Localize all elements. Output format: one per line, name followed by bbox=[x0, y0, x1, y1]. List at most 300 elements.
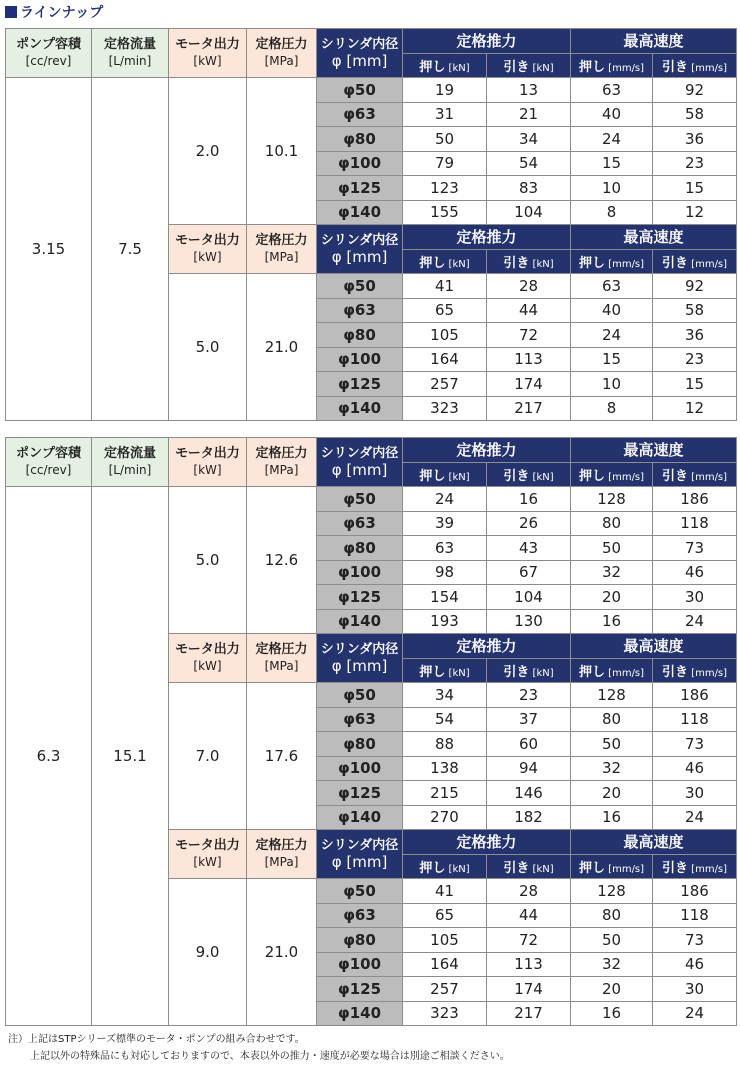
push-speed-cell: 16 bbox=[571, 1001, 653, 1026]
push-speed-header-unit: [mm/s] bbox=[605, 258, 645, 270]
pull-thrust-cell: 182 bbox=[487, 805, 571, 830]
push-thrust-header bbox=[403, 658, 487, 683]
pull-speed-header-label: 引き bbox=[661, 860, 688, 876]
pull-thrust-cell: 104 bbox=[487, 200, 571, 225]
push-speed-cell: 128 bbox=[571, 487, 653, 512]
rated-pressure-value: 21.0 bbox=[247, 274, 317, 421]
push-thrust-header-label: 押し bbox=[419, 860, 446, 876]
pull-thrust-header-label: 引き bbox=[503, 860, 530, 876]
pull-speed-header bbox=[653, 462, 737, 487]
pull-thrust-header bbox=[487, 53, 571, 78]
pull-thrust-cell: 37 bbox=[487, 707, 571, 732]
pull-thrust-cell: 21 bbox=[487, 102, 571, 127]
pull-thrust-header bbox=[487, 249, 571, 274]
pull-speed-cell: 12 bbox=[653, 200, 737, 225]
cylinder-bore-header bbox=[317, 830, 403, 879]
push-speed-header-unit: [mm/s] bbox=[605, 863, 645, 875]
section-title-text: ラインナップ bbox=[20, 5, 104, 21]
rated-thrust-header: 定格推力 bbox=[403, 634, 571, 659]
pull-thrust-cell: 113 bbox=[487, 952, 571, 977]
rated-pressure-header-label: 定格圧力 bbox=[255, 233, 308, 248]
pull-thrust-header-label: 引き bbox=[503, 664, 530, 680]
push-thrust-cell: 88 bbox=[403, 732, 487, 757]
max-speed-header: 最高速度 bbox=[571, 225, 737, 250]
motor-output-header-label: モータ出力 bbox=[175, 838, 240, 853]
pump-displacement-header-label: ポンプ容積 bbox=[15, 37, 81, 52]
push-thrust-cell: 54 bbox=[403, 707, 487, 732]
push-speed-cell: 40 bbox=[571, 298, 653, 323]
motor-output-header-unit: [kW] bbox=[193, 250, 222, 264]
motor-output-header-unit: [kW] bbox=[193, 463, 222, 477]
cylinder-bore-cell: φ125 bbox=[317, 977, 403, 1002]
push-speed-cell: 24 bbox=[571, 323, 653, 348]
pull-speed-header-unit: [mm/s] bbox=[688, 863, 728, 875]
push-thrust-cell: 105 bbox=[403, 928, 487, 953]
push-speed-cell: 40 bbox=[571, 102, 653, 127]
pull-thrust-cell: 13 bbox=[487, 78, 571, 103]
cylinder-bore-cell: φ63 bbox=[317, 298, 403, 323]
pull-speed-cell: 30 bbox=[653, 585, 737, 610]
push-thrust-header bbox=[403, 462, 487, 487]
pull-speed-cell: 73 bbox=[653, 732, 737, 757]
push-thrust-header-unit: [kN] bbox=[445, 667, 470, 679]
push-speed-header bbox=[571, 462, 653, 487]
push-thrust-header bbox=[403, 249, 487, 274]
lineup-table-2 bbox=[5, 437, 737, 1026]
pull-speed-cell: 36 bbox=[653, 323, 737, 348]
push-speed-cell: 8 bbox=[571, 200, 653, 225]
motor-output-header-unit: [kW] bbox=[193, 54, 222, 68]
push-thrust-cell: 105 bbox=[403, 323, 487, 348]
cylinder-bore-cell: φ140 bbox=[317, 396, 403, 421]
pull-thrust-cell: 67 bbox=[487, 560, 571, 585]
pull-thrust-cell: 174 bbox=[487, 372, 571, 397]
cylinder-bore-header bbox=[317, 29, 403, 78]
push-thrust-cell: 164 bbox=[403, 952, 487, 977]
cylinder-bore-cell: φ100 bbox=[317, 560, 403, 585]
cylinder-bore-cell: φ140 bbox=[317, 805, 403, 830]
push-thrust-cell: 65 bbox=[403, 298, 487, 323]
push-speed-cell: 63 bbox=[571, 274, 653, 299]
cylinder-bore-cell: φ80 bbox=[317, 732, 403, 757]
motor-output-header-label: モータ出力 bbox=[175, 446, 240, 461]
push-speed-header-unit: [mm/s] bbox=[605, 62, 645, 74]
push-speed-header bbox=[571, 658, 653, 683]
pull-thrust-cell: 217 bbox=[487, 1001, 571, 1026]
push-thrust-cell: 41 bbox=[403, 879, 487, 904]
pull-thrust-cell: 28 bbox=[487, 879, 571, 904]
push-thrust-cell: 41 bbox=[403, 274, 487, 299]
push-thrust-cell: 215 bbox=[403, 781, 487, 806]
pull-speed-cell: 46 bbox=[653, 952, 737, 977]
rated-flow-header-unit: [L/min] bbox=[108, 463, 152, 477]
table-row bbox=[6, 78, 737, 103]
push-thrust-header-unit: [kN] bbox=[445, 863, 470, 875]
pull-speed-header-unit: [mm/s] bbox=[688, 667, 728, 679]
cylinder-bore-header-unit: φ [mm] bbox=[331, 657, 388, 675]
rated-pressure-header-label: 定格圧力 bbox=[255, 838, 308, 853]
pull-thrust-cell: 174 bbox=[487, 977, 571, 1002]
motor-output-header-label: モータ出力 bbox=[175, 37, 240, 52]
pull-thrust-header-unit: [kN] bbox=[529, 471, 554, 483]
rated-flow-header-unit: [L/min] bbox=[108, 54, 152, 68]
pull-speed-cell: 73 bbox=[653, 928, 737, 953]
push-thrust-cell: 39 bbox=[403, 511, 487, 536]
push-speed-cell: 32 bbox=[571, 952, 653, 977]
rated-pressure-header-unit: [MPa] bbox=[264, 250, 299, 264]
pump-displacement-header-unit: [cc/rev] bbox=[25, 463, 72, 477]
pull-speed-cell: 186 bbox=[653, 879, 737, 904]
pull-speed-cell: 118 bbox=[653, 707, 737, 732]
max-speed-header: 最高速度 bbox=[571, 438, 737, 463]
pull-thrust-header-unit: [kN] bbox=[529, 62, 554, 74]
pull-speed-cell: 186 bbox=[653, 683, 737, 708]
rated-pressure-header bbox=[247, 438, 317, 487]
pull-speed-header-unit: [mm/s] bbox=[688, 62, 728, 74]
push-thrust-header-unit: [kN] bbox=[445, 471, 470, 483]
pull-speed-cell: 73 bbox=[653, 536, 737, 561]
push-thrust-cell: 65 bbox=[403, 903, 487, 928]
pull-thrust-header-label: 引き bbox=[503, 59, 530, 75]
rated-pressure-value: 21.0 bbox=[247, 879, 317, 1026]
push-speed-header bbox=[571, 249, 653, 274]
pull-speed-cell: 92 bbox=[653, 274, 737, 299]
push-thrust-cell: 193 bbox=[403, 609, 487, 634]
rated-pressure-header-unit: [MPa] bbox=[264, 463, 299, 477]
cylinder-bore-cell: φ63 bbox=[317, 102, 403, 127]
max-speed-header: 最高速度 bbox=[571, 29, 737, 54]
pull-thrust-cell: 28 bbox=[487, 274, 571, 299]
cylinder-bore-header-label: シリンダ内径 bbox=[320, 838, 399, 853]
pull-speed-header-label: 引き bbox=[661, 468, 688, 484]
cylinder-bore-cell: φ50 bbox=[317, 487, 403, 512]
push-thrust-cell: 98 bbox=[403, 560, 487, 585]
pull-speed-cell: 15 bbox=[653, 372, 737, 397]
pump-displacement-header-unit: [cc/rev] bbox=[25, 54, 72, 68]
cylinder-bore-header-unit: φ [mm] bbox=[331, 853, 388, 871]
rated-thrust-header: 定格推力 bbox=[403, 438, 571, 463]
push-thrust-cell: 79 bbox=[403, 151, 487, 176]
push-thrust-cell: 155 bbox=[403, 200, 487, 225]
push-thrust-cell: 323 bbox=[403, 396, 487, 421]
pull-speed-cell: 46 bbox=[653, 560, 737, 585]
motor-output-value: 5.0 bbox=[169, 274, 247, 421]
pull-thrust-cell: 104 bbox=[487, 585, 571, 610]
cylinder-bore-header-unit: φ [mm] bbox=[331, 461, 388, 479]
cylinder-bore-cell: φ80 bbox=[317, 323, 403, 348]
rated-flow-header bbox=[92, 438, 169, 487]
push-speed-header-label: 押し bbox=[578, 860, 605, 876]
push-thrust-header-label: 押し bbox=[419, 59, 446, 75]
cylinder-bore-cell: φ140 bbox=[317, 1001, 403, 1026]
motor-output-value: 9.0 bbox=[169, 879, 247, 1026]
pump-displacement-header-label: ポンプ容積 bbox=[15, 446, 81, 461]
push-thrust-cell: 138 bbox=[403, 756, 487, 781]
pull-thrust-cell: 16 bbox=[487, 487, 571, 512]
push-thrust-cell: 19 bbox=[403, 78, 487, 103]
pull-speed-cell: 30 bbox=[653, 977, 737, 1002]
motor-output-header-label: モータ出力 bbox=[175, 233, 240, 248]
pull-thrust-cell: 83 bbox=[487, 176, 571, 201]
rated-pressure-header bbox=[247, 225, 317, 274]
push-thrust-cell: 31 bbox=[403, 102, 487, 127]
push-speed-cell: 63 bbox=[571, 78, 653, 103]
push-thrust-header-label: 押し bbox=[419, 664, 446, 680]
push-speed-header bbox=[571, 854, 653, 879]
pull-speed-header bbox=[653, 53, 737, 78]
rated-pressure-header-unit: [MPa] bbox=[264, 54, 299, 68]
pull-thrust-cell: 34 bbox=[487, 127, 571, 152]
table-row bbox=[6, 487, 737, 512]
pull-thrust-cell: 44 bbox=[487, 903, 571, 928]
push-speed-cell: 10 bbox=[571, 176, 653, 201]
pull-thrust-cell: 60 bbox=[487, 732, 571, 757]
push-thrust-header-unit: [kN] bbox=[445, 258, 470, 270]
cylinder-bore-cell: φ125 bbox=[317, 176, 403, 201]
pull-thrust-cell: 54 bbox=[487, 151, 571, 176]
rated-pressure-header-label: 定格圧力 bbox=[255, 446, 308, 461]
pull-speed-header-label: 引き bbox=[661, 664, 688, 680]
motor-output-header-unit: [kW] bbox=[193, 855, 222, 869]
push-speed-cell: 24 bbox=[571, 127, 653, 152]
header-row bbox=[6, 29, 737, 54]
rated-pressure-header bbox=[247, 830, 317, 879]
cylinder-bore-cell: φ100 bbox=[317, 756, 403, 781]
cylinder-bore-cell: φ50 bbox=[317, 879, 403, 904]
pull-thrust-cell: 44 bbox=[487, 298, 571, 323]
motor-output-value: 7.0 bbox=[169, 683, 247, 830]
pull-speed-header bbox=[653, 249, 737, 274]
rated-pressure-value: 10.1 bbox=[247, 78, 317, 225]
cylinder-bore-cell: φ80 bbox=[317, 127, 403, 152]
pull-speed-cell: 58 bbox=[653, 298, 737, 323]
cylinder-bore-cell: φ63 bbox=[317, 707, 403, 732]
rated-pressure-header-unit: [MPa] bbox=[264, 855, 299, 869]
cylinder-bore-cell: φ100 bbox=[317, 347, 403, 372]
pull-speed-cell: 24 bbox=[653, 805, 737, 830]
pull-speed-cell: 15 bbox=[653, 176, 737, 201]
pull-speed-cell: 118 bbox=[653, 511, 737, 536]
push-speed-cell: 20 bbox=[571, 977, 653, 1002]
pull-thrust-header-label: 引き bbox=[503, 468, 530, 484]
pull-thrust-cell: 72 bbox=[487, 323, 571, 348]
push-speed-header-unit: [mm/s] bbox=[605, 667, 645, 679]
push-thrust-header-unit: [kN] bbox=[445, 62, 470, 74]
rated-thrust-header: 定格推力 bbox=[403, 830, 571, 855]
push-thrust-cell: 24 bbox=[403, 487, 487, 512]
push-speed-cell: 10 bbox=[571, 372, 653, 397]
rated-pressure-header bbox=[247, 29, 317, 78]
pull-speed-header bbox=[653, 854, 737, 879]
push-thrust-header-label: 押し bbox=[419, 255, 446, 271]
rated-pressure-value: 12.6 bbox=[247, 487, 317, 634]
cylinder-bore-header bbox=[317, 438, 403, 487]
push-speed-cell: 80 bbox=[571, 903, 653, 928]
rated-thrust-header: 定格推力 bbox=[403, 225, 571, 250]
pull-speed-cell: 24 bbox=[653, 1001, 737, 1026]
rated-flow-header-label: 定格流量 bbox=[103, 37, 156, 52]
push-speed-cell: 128 bbox=[571, 683, 653, 708]
cylinder-bore-cell: φ140 bbox=[317, 609, 403, 634]
push-speed-cell: 20 bbox=[571, 585, 653, 610]
rated-thrust-header: 定格推力 bbox=[403, 29, 571, 54]
push-speed-cell: 16 bbox=[571, 609, 653, 634]
cylinder-bore-header-label: シリンダ内径 bbox=[320, 446, 399, 461]
push-speed-header bbox=[571, 53, 653, 78]
push-thrust-cell: 164 bbox=[403, 347, 487, 372]
push-thrust-cell: 34 bbox=[403, 683, 487, 708]
pump-displacement-header bbox=[6, 438, 92, 487]
footnote-line-1: 注）上記はSTPシリーズ標準のモータ・ポンプの組み合わせです。 bbox=[8, 1034, 305, 1045]
pull-speed-cell: 58 bbox=[653, 102, 737, 127]
pull-speed-cell: 186 bbox=[653, 487, 737, 512]
pump-displacement-header bbox=[6, 29, 92, 78]
lineup-table-1 bbox=[5, 28, 737, 421]
push-speed-cell: 8 bbox=[571, 396, 653, 421]
pull-speed-cell: 23 bbox=[653, 151, 737, 176]
cylinder-bore-header-unit: φ [mm] bbox=[331, 248, 388, 266]
push-speed-cell: 32 bbox=[571, 560, 653, 585]
pull-thrust-cell: 43 bbox=[487, 536, 571, 561]
push-speed-cell: 20 bbox=[571, 781, 653, 806]
cylinder-bore-cell: φ100 bbox=[317, 952, 403, 977]
header-row bbox=[6, 438, 737, 463]
push-thrust-cell: 257 bbox=[403, 977, 487, 1002]
motor-output-header bbox=[169, 438, 247, 487]
cylinder-bore-header-label: シリンダ内径 bbox=[320, 642, 399, 657]
cylinder-bore-cell: φ125 bbox=[317, 372, 403, 397]
footnote bbox=[8, 1031, 510, 1065]
pull-thrust-header bbox=[487, 854, 571, 879]
pull-speed-header-unit: [mm/s] bbox=[688, 471, 728, 483]
motor-output-header bbox=[169, 225, 247, 274]
rated-pressure-header bbox=[247, 634, 317, 683]
rated-flow-value: 15.1 bbox=[92, 487, 169, 1026]
push-thrust-cell: 50 bbox=[403, 127, 487, 152]
push-speed-cell: 15 bbox=[571, 151, 653, 176]
push-speed-cell: 80 bbox=[571, 511, 653, 536]
pull-speed-header-label: 引き bbox=[661, 59, 688, 75]
max-speed-header: 最高速度 bbox=[571, 830, 737, 855]
cylinder-bore-header-unit: φ [mm] bbox=[331, 52, 388, 70]
rated-pressure-value: 17.6 bbox=[247, 683, 317, 830]
pump-displacement-value: 3.15 bbox=[6, 78, 92, 421]
cylinder-bore-cell: φ63 bbox=[317, 903, 403, 928]
motor-output-header-label: モータ出力 bbox=[175, 642, 240, 657]
motor-output-header bbox=[169, 29, 247, 78]
cylinder-bore-cell: φ140 bbox=[317, 200, 403, 225]
push-speed-cell: 50 bbox=[571, 536, 653, 561]
pull-thrust-header bbox=[487, 658, 571, 683]
pull-thrust-cell: 217 bbox=[487, 396, 571, 421]
push-thrust-header bbox=[403, 53, 487, 78]
section-title bbox=[5, 2, 103, 22]
motor-output-header-unit: [kW] bbox=[193, 659, 222, 673]
rated-pressure-header-label: 定格圧力 bbox=[255, 37, 308, 52]
push-speed-cell: 15 bbox=[571, 347, 653, 372]
cylinder-bore-header-label: シリンダ内径 bbox=[320, 37, 399, 52]
pull-speed-cell: 92 bbox=[653, 78, 737, 103]
cylinder-bore-cell: φ63 bbox=[317, 511, 403, 536]
push-speed-cell: 16 bbox=[571, 805, 653, 830]
pull-thrust-header-unit: [kN] bbox=[529, 667, 554, 679]
push-speed-header-label: 押し bbox=[578, 468, 605, 484]
pull-thrust-cell: 23 bbox=[487, 683, 571, 708]
push-thrust-cell: 270 bbox=[403, 805, 487, 830]
pull-thrust-cell: 130 bbox=[487, 609, 571, 634]
pull-speed-cell: 118 bbox=[653, 903, 737, 928]
push-thrust-cell: 154 bbox=[403, 585, 487, 610]
push-speed-header-label: 押し bbox=[578, 255, 605, 271]
pull-speed-cell: 12 bbox=[653, 396, 737, 421]
motor-output-value: 5.0 bbox=[169, 487, 247, 634]
pull-thrust-cell: 146 bbox=[487, 781, 571, 806]
rated-pressure-header-unit: [MPa] bbox=[264, 659, 299, 673]
cylinder-bore-cell: φ50 bbox=[317, 78, 403, 103]
pull-thrust-cell: 113 bbox=[487, 347, 571, 372]
push-thrust-cell: 323 bbox=[403, 1001, 487, 1026]
cylinder-bore-header bbox=[317, 634, 403, 683]
cylinder-bore-cell: φ50 bbox=[317, 683, 403, 708]
pull-speed-header-label: 引き bbox=[661, 255, 688, 271]
rated-flow-header-label: 定格流量 bbox=[103, 446, 156, 461]
pull-speed-cell: 23 bbox=[653, 347, 737, 372]
cylinder-bore-cell: φ80 bbox=[317, 536, 403, 561]
cylinder-bore-cell: φ80 bbox=[317, 928, 403, 953]
max-speed-header: 最高速度 bbox=[571, 634, 737, 659]
pull-thrust-header-label: 引き bbox=[503, 255, 530, 271]
motor-output-header bbox=[169, 634, 247, 683]
motor-output-header bbox=[169, 830, 247, 879]
pull-thrust-cell: 72 bbox=[487, 928, 571, 953]
pump-displacement-value: 6.3 bbox=[6, 487, 92, 1026]
push-speed-header-unit: [mm/s] bbox=[605, 471, 645, 483]
cylinder-bore-cell: φ125 bbox=[317, 781, 403, 806]
cylinder-bore-cell: φ50 bbox=[317, 274, 403, 299]
pull-thrust-cell: 94 bbox=[487, 756, 571, 781]
motor-output-value: 2.0 bbox=[169, 78, 247, 225]
pull-speed-cell: 36 bbox=[653, 127, 737, 152]
footnote-line-2: 上記以外の特殊品にも対応しておりますので、本表以外の推力・速度が必要な場合は別途ご相談ください。 bbox=[30, 1051, 510, 1062]
square-bullet-icon bbox=[5, 6, 17, 18]
pull-speed-cell: 30 bbox=[653, 781, 737, 806]
pull-speed-cell: 46 bbox=[653, 756, 737, 781]
pull-thrust-header-unit: [kN] bbox=[529, 258, 554, 270]
rated-pressure-header-label: 定格圧力 bbox=[255, 642, 308, 657]
push-speed-cell: 128 bbox=[571, 879, 653, 904]
rated-flow-header bbox=[92, 29, 169, 78]
pull-speed-cell: 24 bbox=[653, 609, 737, 634]
push-speed-cell: 32 bbox=[571, 756, 653, 781]
push-thrust-cell: 63 bbox=[403, 536, 487, 561]
pull-speed-header bbox=[653, 658, 737, 683]
pull-thrust-header-unit: [kN] bbox=[529, 863, 554, 875]
cylinder-bore-header bbox=[317, 225, 403, 274]
rated-flow-value: 7.5 bbox=[92, 78, 169, 421]
push-speed-cell: 80 bbox=[571, 707, 653, 732]
pull-speed-header-unit: [mm/s] bbox=[688, 258, 728, 270]
cylinder-bore-cell: φ100 bbox=[317, 151, 403, 176]
pull-thrust-cell: 26 bbox=[487, 511, 571, 536]
pull-thrust-header bbox=[487, 462, 571, 487]
push-thrust-header bbox=[403, 854, 487, 879]
push-thrust-cell: 257 bbox=[403, 372, 487, 397]
push-speed-cell: 50 bbox=[571, 928, 653, 953]
push-thrust-cell: 123 bbox=[403, 176, 487, 201]
push-speed-cell: 50 bbox=[571, 732, 653, 757]
cylinder-bore-cell: φ125 bbox=[317, 585, 403, 610]
cylinder-bore-header-label: シリンダ内径 bbox=[320, 233, 399, 248]
